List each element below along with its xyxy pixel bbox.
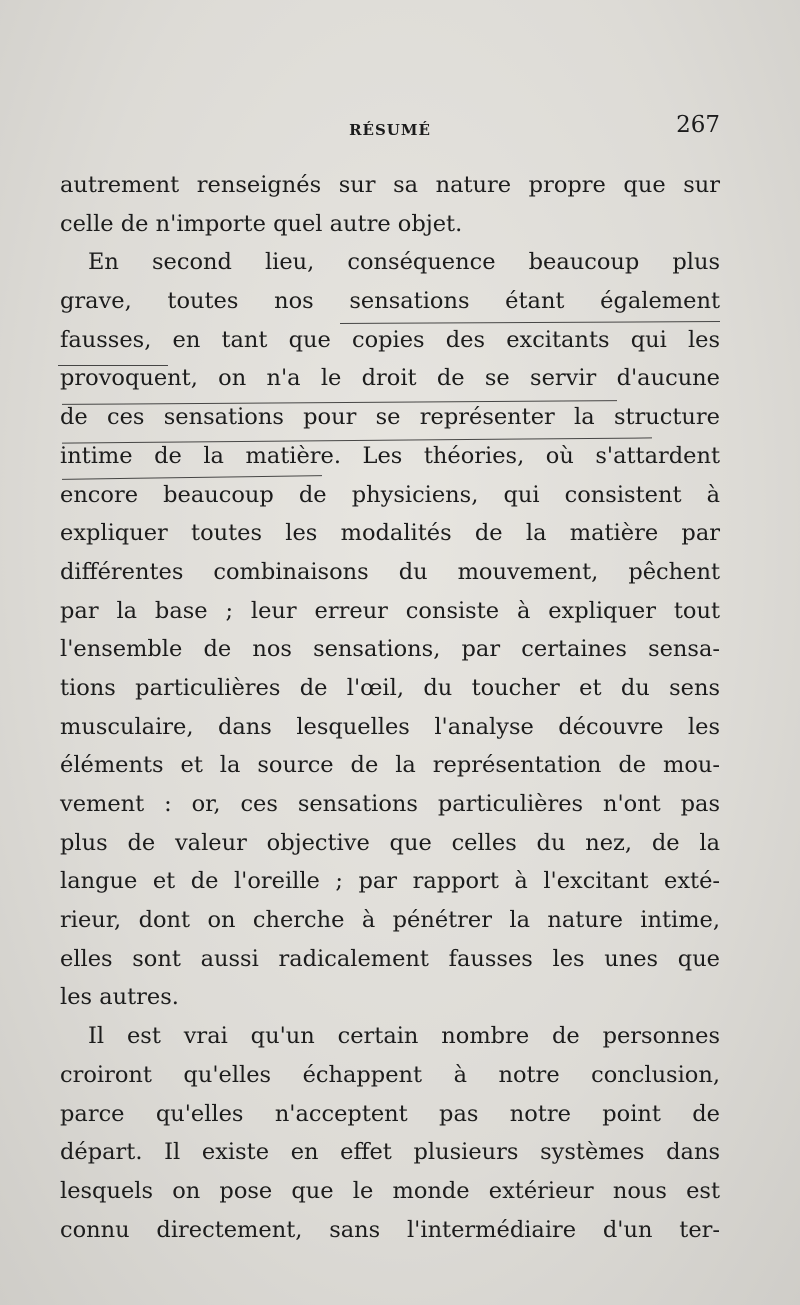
text-line: croiront qu'elles échappent à notre conclusion, — [60, 1061, 720, 1088]
page-number: 267 — [676, 112, 720, 138]
text-line: tions particulières de l'œil, du toucher et du sens — [60, 674, 720, 701]
text-line: l'ensemble de nos sensations, par certaines sensa- — [60, 636, 720, 663]
text-line: grave, toutes nos sensations étant également — [60, 288, 720, 315]
text-line: Il est vrai qu'un certain nombre de personnes — [88, 1023, 720, 1050]
text-line: vement : or, ces sensations particulières n'ont pas — [60, 791, 720, 817]
text-line: départ. Il existe en effet plusieurs systèmes dans — [60, 1139, 720, 1166]
text-line: elles sont aussi radicalement fausses les unes que — [60, 945, 720, 972]
running-head: RÉSUMÉ — [349, 121, 431, 139]
text-line: expliquer toutes les modalités de la matière par — [60, 520, 720, 547]
text-line: les autres. — [60, 984, 179, 1011]
text-line: fausses, en tant que copies des excitants qui les — [60, 326, 720, 353]
text-line: connu directement, sans l'intermédiaire d'un ter- — [60, 1216, 720, 1243]
text-line: plus de valeur objective que celles du nez, de la — [60, 829, 720, 856]
text-line: autrement renseignés sur sa nature propre que sur — [60, 172, 720, 198]
text-line: encore beaucoup de physiciens, qui consistent à — [60, 481, 720, 508]
text-line: de ces sensations pour se représenter la structure — [60, 404, 720, 431]
text-line: parce qu'elles n'acceptent pas notre point de — [60, 1100, 720, 1127]
text-line: En second lieu, conséquence beaucoup plus — [88, 249, 720, 276]
text-line: intime de la matière. Les théories, où s'attardent — [60, 442, 720, 469]
text-line: lesquels on pose que le monde extérieur nous est — [60, 1177, 720, 1204]
text-line: celle de n'importe quel autre objet. — [60, 210, 463, 237]
text-line: différentes combinaisons du mouvement, pêchent — [60, 558, 720, 585]
body-text — [60, 166, 720, 1249]
text-line: rieur, dont on cherche à pénétrer la nature intime, — [60, 907, 720, 934]
text-line: éléments et la source de la représentation de mou- — [60, 752, 720, 779]
text-line: provoquent, on n'a le droit de se servir d'aucune — [60, 365, 720, 392]
text-line: langue et de l'oreille ; par rapport à l'excitant exté- — [60, 868, 720, 895]
page-header — [60, 112, 720, 146]
text-line: musculaire, dans lesquelles l'analyse découvre les — [60, 713, 720, 740]
pencil-underline — [58, 365, 168, 366]
text-line: par la base ; leur erreur consiste à expliquer tout — [60, 597, 720, 624]
